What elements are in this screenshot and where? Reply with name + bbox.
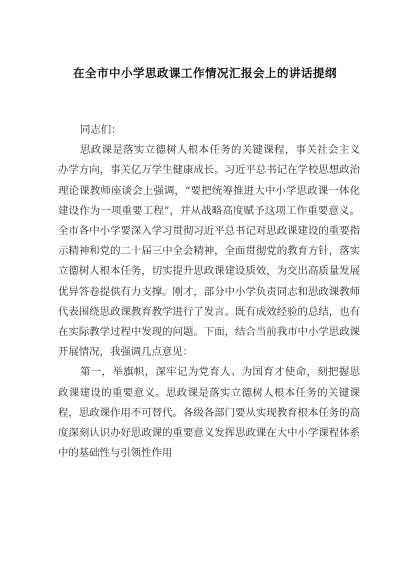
greeting: 同志们： <box>80 124 122 136</box>
paragraph-intro: 思政课是落实立德树人根本任务的关键课程，事关社会主义办学方向，事关亿万学生健康成长。习近平总书记在学校思想政治理论课教师座谈会上强调，“要把统筹推进大中小学思政课一体化建设作为一项重要工程”，并从战略高度赋予这项工作重要意义。全市各中小学要深入学习贯彻习近平总书记对思政课建设的重要指示精神和党的二十届三中全会精神，全面贯彻党的教育方针，落实立德树人根本任务，切实提升思政课建设质效，为交出高质量发展优异答卷提供有力支撑。刚才，部分中小学负责同志和思政课教师代表围绕思政课教育教学进行了发言。既有成效经验的总结，也有在实际教学过程中发现的问题。下面，结合当前我市中小学思政课开展情况，我强调几点意见： <box>58 144 360 359</box>
paragraph-point-one: 第一，举旗帜，深牢记为党育人、为国育才使命，刻把握思政课建设的重要意义。思政课是落实立德树人根本任务的关键课程，思政课作用不可替代。各级各部门要从实现教育根本任务的高度深刻认识办好思政课的重要意义发挥思政课在大中小学课程体系中的基础性与引领性作用 <box>58 366 360 460</box>
document-title: 在全市中小学思政课工作情况汇报会上的讲话提纲 <box>73 66 337 80</box>
document-body <box>58 120 360 463</box>
